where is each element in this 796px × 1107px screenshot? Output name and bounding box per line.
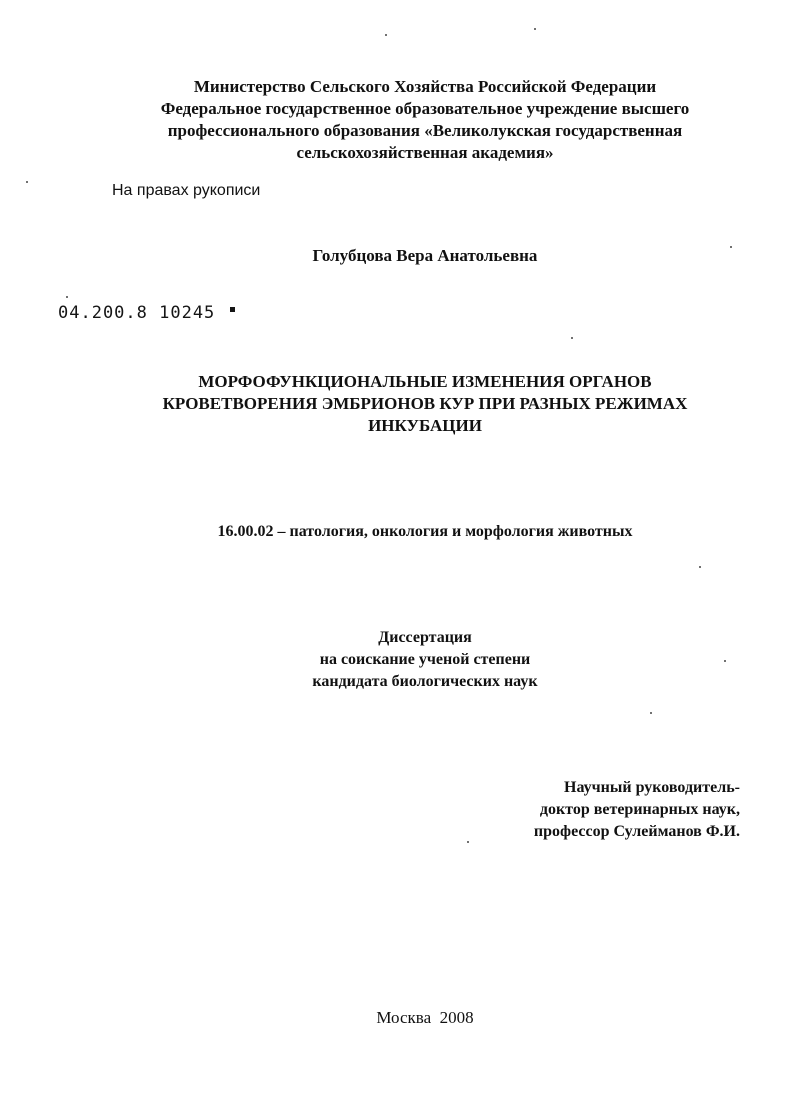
- stamp-code-text: 04.200.8 10245: [58, 303, 216, 323]
- scan-speck: [467, 841, 469, 843]
- institution-line: Федеральное государственное образовательное учреждение высшего: [160, 99, 690, 118]
- dissertation-title: [60, 371, 790, 437]
- ministry-line: Министерство Сельского Хозяйства Российской Федерации: [193, 77, 657, 96]
- city-and-year: [60, 1007, 790, 1029]
- scan-speck: [534, 28, 536, 30]
- scan-speck: [66, 296, 68, 298]
- title-line: ИНКУБАЦИИ: [368, 416, 482, 435]
- scan-speck: [571, 337, 573, 339]
- specialty-code: 16.00.02 – патология, онкология и морфология животных: [217, 523, 633, 540]
- manuscript-rights-note: На правах рукописи: [112, 182, 261, 199]
- ministry-header: [60, 76, 790, 164]
- institution-line: профессионального образования «Великолукская государственная: [167, 121, 683, 140]
- degree-line: Диссертация: [378, 629, 472, 646]
- supervisor-line: доктор ветеринарных наук,: [539, 801, 740, 818]
- scan-speck: [650, 712, 652, 714]
- supervisor-line: Научный руководитель-: [564, 779, 740, 796]
- title-line: КРОВЕТВОРЕНИЯ ЭМБРИОНОВ КУР ПРИ РАЗНЫХ РЕЖИМАХ: [162, 394, 688, 413]
- degree-line: на соискание ученой степени: [319, 651, 531, 668]
- stamp-mark-icon: [230, 307, 235, 312]
- scan-speck: [724, 660, 726, 662]
- title-line: МОРФОФУНКЦИОНАЛЬНЫЕ ИЗМЕНЕНИЯ ОРГАНОВ: [198, 372, 652, 391]
- year: 2008: [439, 1008, 474, 1027]
- scientific-supervisor: [440, 777, 740, 843]
- institution-line: сельскохозяйственная академия»: [296, 143, 554, 162]
- author-name: Голубцова Вера Анатольевна: [312, 246, 538, 265]
- scan-speck: [385, 34, 387, 36]
- scan-speck: [699, 566, 701, 568]
- city-name: Москва: [376, 1008, 432, 1027]
- degree-statement: [60, 627, 790, 693]
- scan-speck: [26, 181, 28, 183]
- supervisor-line: профессор Сулейманов Ф.И.: [533, 823, 740, 840]
- library-stamp-code: [58, 303, 235, 323]
- scan-speck: [730, 246, 732, 248]
- degree-line: кандидата биологических наук: [312, 673, 538, 690]
